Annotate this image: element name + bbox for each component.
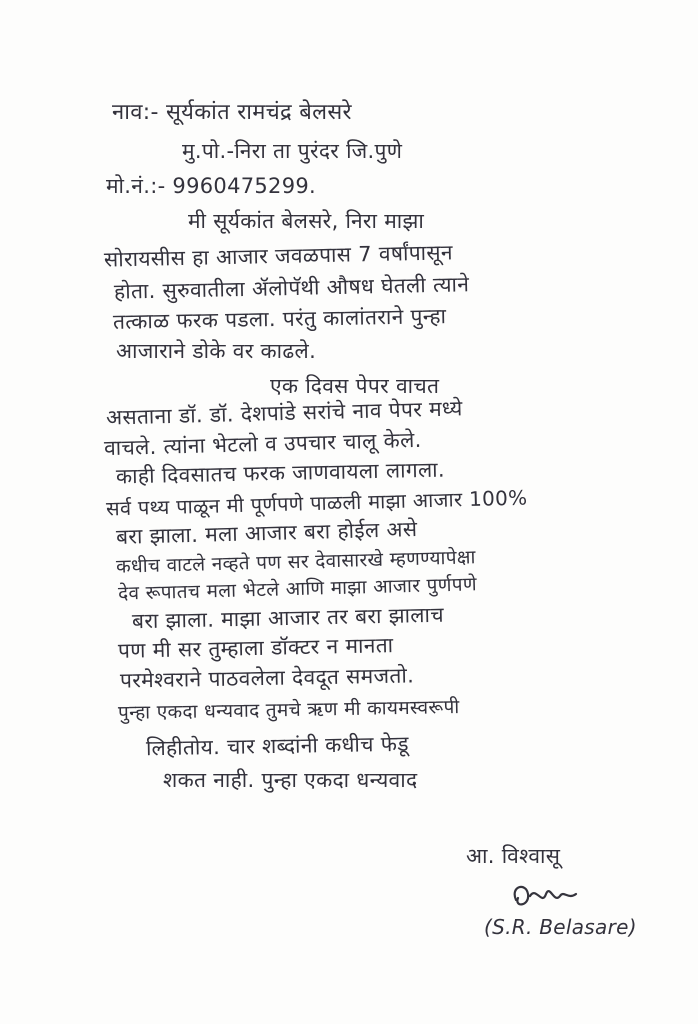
- letter-body-line: तत्काळ फरक पडला. परंतु कालांतराने पुन्हा: [112, 304, 447, 334]
- letter-name-line: नाव:- सूर्यकांत रामचंद्र बेलसरे: [112, 100, 352, 125]
- letter-body-line: शकत नाही. पुन्हा एकदा धन्यवाद: [163, 768, 418, 792]
- letter-body-line: बरा झाला. माझा आजार तर बरा झालाच: [131, 602, 445, 634]
- letter-body-line: देव रूपातच मला भेटले आणि माझा आजार पुर्णपणे: [117, 573, 478, 605]
- letter-body-line: काही दिवसातच फरक जाणवायला लागला.: [115, 457, 446, 489]
- letter-body-line: बरा झाला. मला आजार बरा होईल असे: [115, 517, 418, 549]
- letter-body-line: वाचले. त्यांना भेटलो व उपचार चालू केले.: [103, 427, 422, 461]
- letter-closing: आ. विश्वासू: [466, 844, 561, 868]
- letter-mobile-line: मो.नं.:- 9960475299.: [106, 174, 317, 198]
- letter-body-line: कधीच वाटले नव्हते पण सर देवासारखे म्हणण्यापेक्षा: [115, 546, 476, 578]
- letter-body-line: पुन्हा एकदा धन्यवाद तुमचे ऋण मी कायमस्वरूपी: [117, 696, 460, 724]
- letter-body-line: सर्व पथ्य पाळून मी पूर्णपणे पाळली माझा आजार 100%: [105, 485, 528, 521]
- signature-mark: [506, 876, 586, 916]
- letter-body-line: एक दिवस पेपर वाचत: [270, 374, 440, 398]
- letter-body-line: आजाराने डोके वर काढले.: [116, 339, 317, 363]
- letter-body-line: सोरायसीस हा आजार जवळपास 7 वर्षांपासून: [103, 240, 454, 272]
- letter-body-line: होता. सुरुवातीला ॲलोपॅथी औषध घेतली त्याने: [113, 272, 470, 304]
- letter-body-line: परमेश्वराने पाठवलेला देवदूत समजतो.: [119, 663, 415, 693]
- signature-name: (S.R. Belasare): [484, 915, 637, 939]
- letter-body-line: पण मी सर तुम्हाला डॉक्टर न मानता: [117, 633, 394, 663]
- letter-body-line: असताना डॉ. डॉ. देशपांडे सरांचे नाव पेपर मध्ये: [105, 396, 463, 430]
- letter-address-line: मु.पो.-निरा ता पुरंदर जि.पुणे: [182, 139, 403, 163]
- letter-body-line: लिहीतोय. चार शब्दांनी कधीच फेडू: [145, 731, 409, 761]
- letter-body-line: मी सूर्यकांत बेलसरे, निरा माझा: [188, 209, 425, 233]
